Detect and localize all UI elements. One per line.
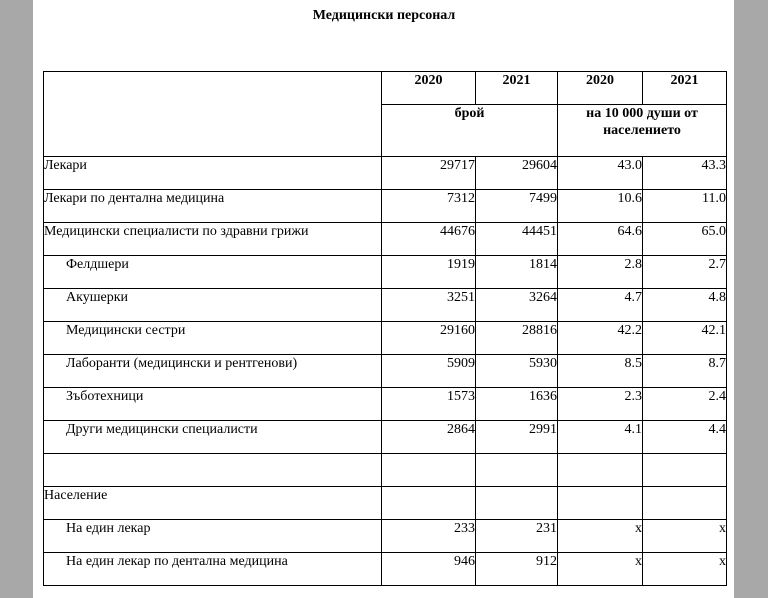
- count-2021: 2991: [476, 421, 558, 454]
- rate-2020: 2.8: [558, 256, 643, 289]
- table-row-section: [44, 487, 727, 520]
- row-label: На един лекар: [44, 520, 382, 553]
- row-label: Медицински сестри: [44, 322, 382, 355]
- table-row: [44, 322, 727, 355]
- table-row: [44, 256, 727, 289]
- rate-2021: 42.1: [643, 322, 727, 355]
- count-2020: 946: [382, 553, 476, 586]
- count-2021: 28816: [476, 322, 558, 355]
- count-2021: 5930: [476, 355, 558, 388]
- header-year-count-2020: 2020: [382, 72, 476, 105]
- header-year-count-2021: 2021: [476, 72, 558, 105]
- header-row-years: [44, 72, 727, 105]
- header-unit-rate: на 10 000 души от населението: [558, 105, 727, 157]
- count-2020: 7312: [382, 190, 476, 223]
- rate-2020: 43.0: [558, 157, 643, 190]
- row-label: [44, 454, 382, 487]
- rate-2021: 8.7: [643, 355, 727, 388]
- row-label: Фелдшери: [44, 256, 382, 289]
- rate-2021: 65.0: [643, 223, 727, 256]
- rate-2020: 42.2: [558, 322, 643, 355]
- table-row-empty: [44, 454, 727, 487]
- rate-2020: 4.7: [558, 289, 643, 322]
- rate-2021: x: [643, 553, 727, 586]
- rate-2021: 2.4: [643, 388, 727, 421]
- document-title: Медицински персонал: [312, 8, 456, 23]
- row-label: Други медицински специалисти: [44, 421, 382, 454]
- table-row: [44, 157, 727, 190]
- rate-2021: [643, 454, 727, 487]
- count-2020: 29160: [382, 322, 476, 355]
- row-label: Лекари: [44, 157, 382, 190]
- row-label: Зъботехници: [44, 388, 382, 421]
- count-2020: [382, 487, 476, 520]
- count-2020: 3251: [382, 289, 476, 322]
- count-2020: 233: [382, 520, 476, 553]
- row-label: Лекари по дентална медицина: [44, 190, 382, 223]
- rate-2020: 64.6: [558, 223, 643, 256]
- rate-2021: 2.7: [643, 256, 727, 289]
- rate-2021: 4.8: [643, 289, 727, 322]
- table-row: [44, 388, 727, 421]
- rate-2021: 11.0: [643, 190, 727, 223]
- rate-2020: 2.3: [558, 388, 643, 421]
- table-row: [44, 190, 727, 223]
- count-2020: 2864: [382, 421, 476, 454]
- count-2020: [382, 454, 476, 487]
- count-2020: 1573: [382, 388, 476, 421]
- rate-2020: x: [558, 520, 643, 553]
- rate-2021: [643, 487, 727, 520]
- rate-2021: 43.3: [643, 157, 727, 190]
- rate-2020: x: [558, 553, 643, 586]
- count-2021: 3264: [476, 289, 558, 322]
- header-blank-cell: [44, 72, 382, 157]
- count-2021: 44451: [476, 223, 558, 256]
- medical-staff-table: [43, 71, 727, 586]
- count-2021: 1636: [476, 388, 558, 421]
- rate-2020: [558, 454, 643, 487]
- count-2021: 29604: [476, 157, 558, 190]
- row-label: Население: [44, 487, 382, 520]
- rate-2020: 10.6: [558, 190, 643, 223]
- header-year-rate-2020: 2020: [558, 72, 643, 105]
- table-row: [44, 355, 727, 388]
- table-row: [44, 553, 727, 586]
- rate-2020: 8.5: [558, 355, 643, 388]
- header-year-rate-2021: 2021: [643, 72, 727, 105]
- count-2020: 44676: [382, 223, 476, 256]
- row-label: На един лекар по дентална медицина: [44, 553, 382, 586]
- count-2021: [476, 454, 558, 487]
- rate-2020: 4.1: [558, 421, 643, 454]
- count-2020: 29717: [382, 157, 476, 190]
- count-2021: [476, 487, 558, 520]
- row-label: Лаборанти (медицински и рентгенови): [44, 355, 382, 388]
- rate-2021: 4.4: [643, 421, 727, 454]
- rate-2021: x: [643, 520, 727, 553]
- row-label: Медицински специалисти по здравни грижи: [44, 223, 382, 256]
- row-label: Акушерки: [44, 289, 382, 322]
- table-row: [44, 520, 727, 553]
- table-row: [44, 421, 727, 454]
- count-2021: 7499: [476, 190, 558, 223]
- count-2021: 912: [476, 553, 558, 586]
- header-unit-count: брой: [382, 105, 558, 157]
- count-2020: 5909: [382, 355, 476, 388]
- rate-2020: [558, 487, 643, 520]
- table-row: [44, 289, 727, 322]
- count-2021: 231: [476, 520, 558, 553]
- count-2020: 1919: [382, 256, 476, 289]
- count-2021: 1814: [476, 256, 558, 289]
- table-row: [44, 223, 727, 256]
